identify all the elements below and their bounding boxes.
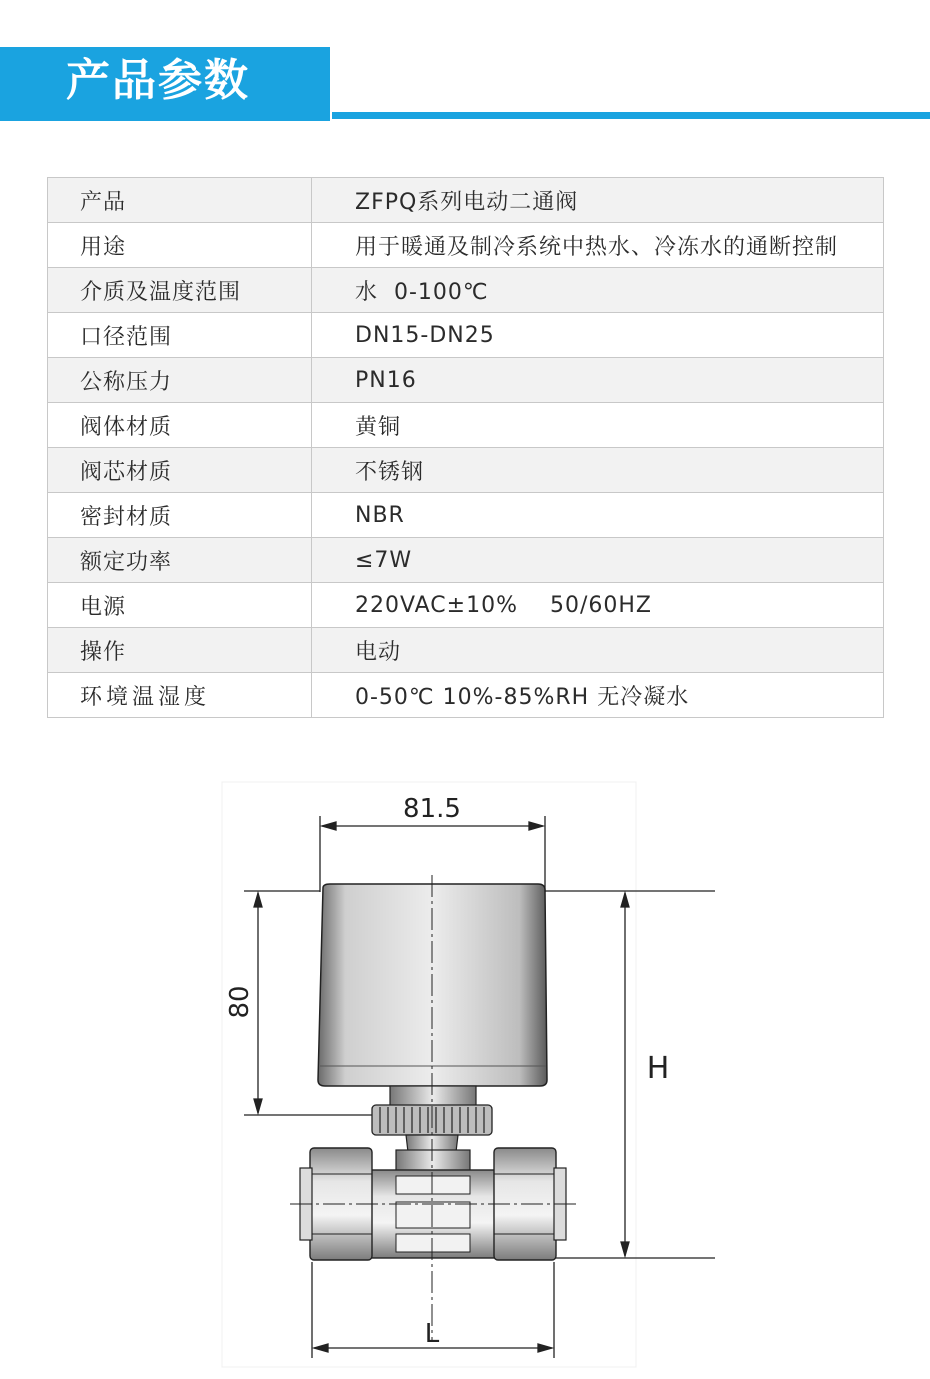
param-label: 额定功率 [48,538,312,583]
param-label: 电源 [48,583,312,628]
param-label: 操作 [48,628,312,673]
table-row [48,628,884,673]
overall-height-label: H [646,1051,670,1086]
param-value: NBR [312,493,884,538]
param-label: 介质及温度范围 [48,268,312,313]
table-row [48,538,884,583]
param-label: 口径范围 [48,313,312,358]
param-value: 水 0-100℃ [312,268,884,313]
param-label: 阀芯材质 [48,448,312,493]
table-row [48,223,884,268]
param-value: 电动 [312,628,884,673]
param-label: 阀体材质 [48,403,312,448]
width-dimension-label: 81.5 [403,794,461,824]
table-row [48,268,884,313]
length-label: L [424,1319,440,1349]
page-title: 产品参数 [66,55,250,106]
params-table [47,177,884,718]
overall-height-dimension [545,891,715,1258]
header-underline [0,118,330,121]
table-row [48,448,884,493]
param-label: 密封材质 [48,493,312,538]
table-row [48,493,884,538]
table-row [48,673,884,718]
param-value: 用于暖通及制冷系统中热水、冷冻水的通断控制 [312,223,884,268]
header-divider [332,112,930,119]
table-row [48,583,884,628]
table-row [48,403,884,448]
param-value: PN16 [312,358,884,403]
param-label: 环境温湿度 [48,673,312,718]
param-value: DN15-DN25 [312,313,884,358]
param-value: 220VAC±10% 50/60HZ [312,583,884,628]
actuator-height-label: 80 [225,985,255,1019]
param-label: 公称压力 [48,358,312,403]
param-value: 黄铜 [312,403,884,448]
param-label: 产品 [48,178,312,223]
param-value: ≤7W [312,538,884,583]
param-value: ZFPQ系列电动二通阀 [312,178,884,223]
param-value: 0-50℃ 10%-85%RH 无冷凝水 [312,673,884,718]
table-row [48,358,884,403]
param-value: 不锈钢 [312,448,884,493]
valve-dimension-drawing [220,780,670,1370]
table-row [48,313,884,358]
param-label: 用途 [48,223,312,268]
table-row [48,178,884,223]
